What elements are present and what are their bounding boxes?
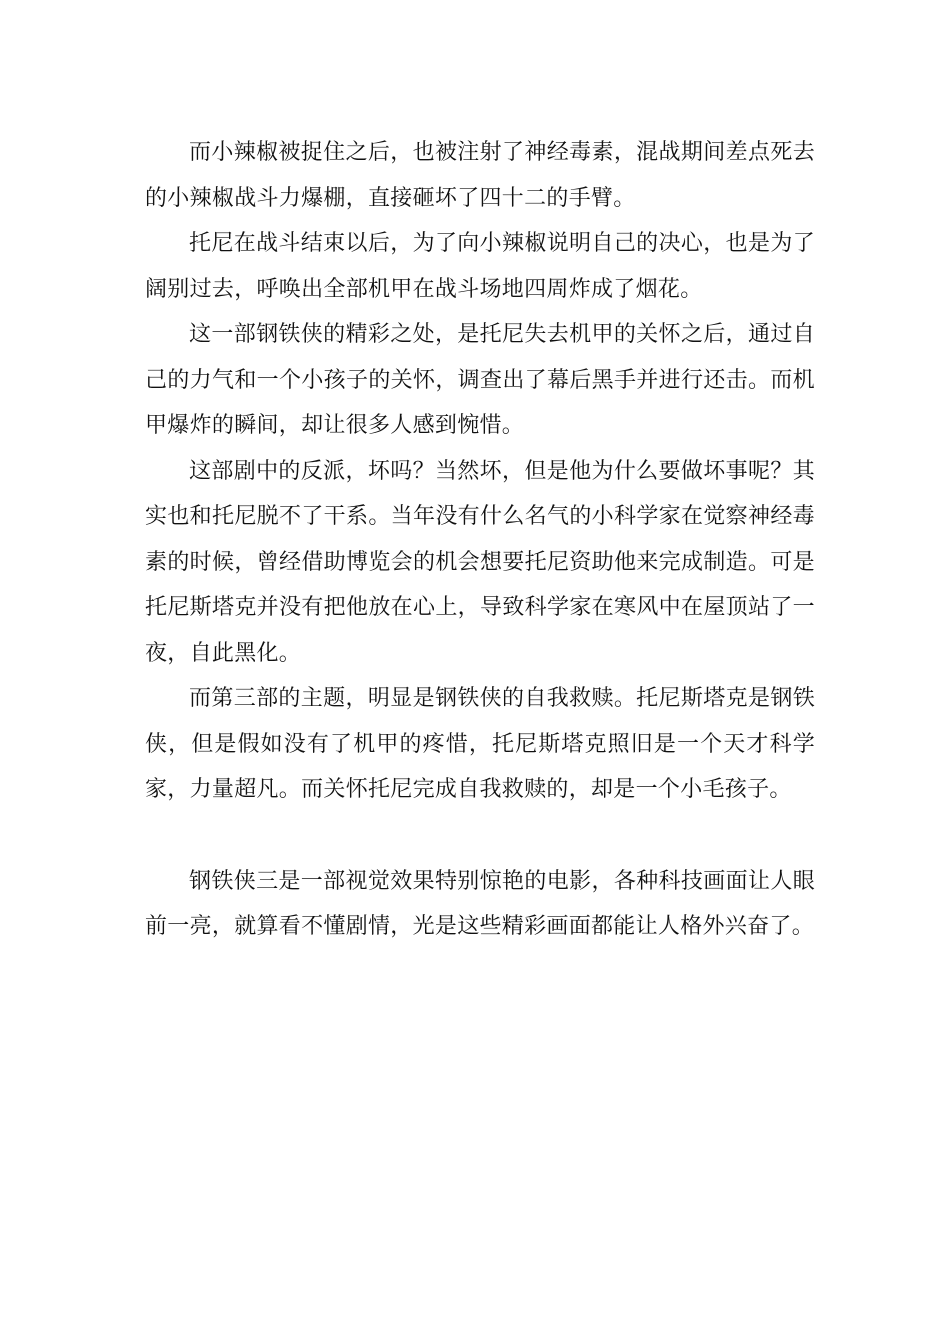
paragraph-3: 这一部钢铁侠的精彩之处，是托尼失去机甲的关怀之后，通过自己的力气和一个小孩子的关怀，调查出了幕后黑手并进行还击。而机甲爆炸的瞬间，却让很多人感到惋惜。	[145, 322, 815, 438]
document-body	[145, 130, 815, 950]
paragraph-5: 而第三部的主题，明显是钢铁侠的自我救赎。托尼斯塔克是钢铁侠，但是假如没有了机甲的疼惜，托尼斯塔克照旧是一个天才科学家，力量超凡。而关怀托尼完成自我救赎的，却是一个小毛孩子。	[145, 686, 815, 802]
paragraph-1: 而小辣椒被捉住之后，也被注射了神经毒素，混战期间差点死去的小辣椒战斗力爆棚，直接砸坏了四十二的手臂。	[145, 140, 815, 211]
paragraph-spacer	[145, 813, 815, 859]
paragraph-2: 托尼在战斗结束以后，为了向小辣椒说明自己的决心，也是为了阔别过去，呼唤出全部机甲在战斗场地四周炸成了烟花。	[145, 231, 815, 302]
closing-paragraph: 钢铁侠三是一部视觉效果特别惊艳的电影，各种科技画面让人眼前一亮，就算看不懂剧情，光是这些精彩画面都能让人格外兴奋了。	[145, 868, 815, 939]
paragraph-4: 这部剧中的反派，坏吗？当然坏，但是他为什么要做坏事呢？其实也和托尼脱不了干系。当年没有什么名气的小科学家在觉察神经毒素的时候，曾经借助博览会的机会想要托尼资助他来完成制造。可是托尼斯塔克并没有把他放在心上，导致科学家在寒风中在屋顶站了一夜，自此黑化。	[145, 458, 815, 666]
